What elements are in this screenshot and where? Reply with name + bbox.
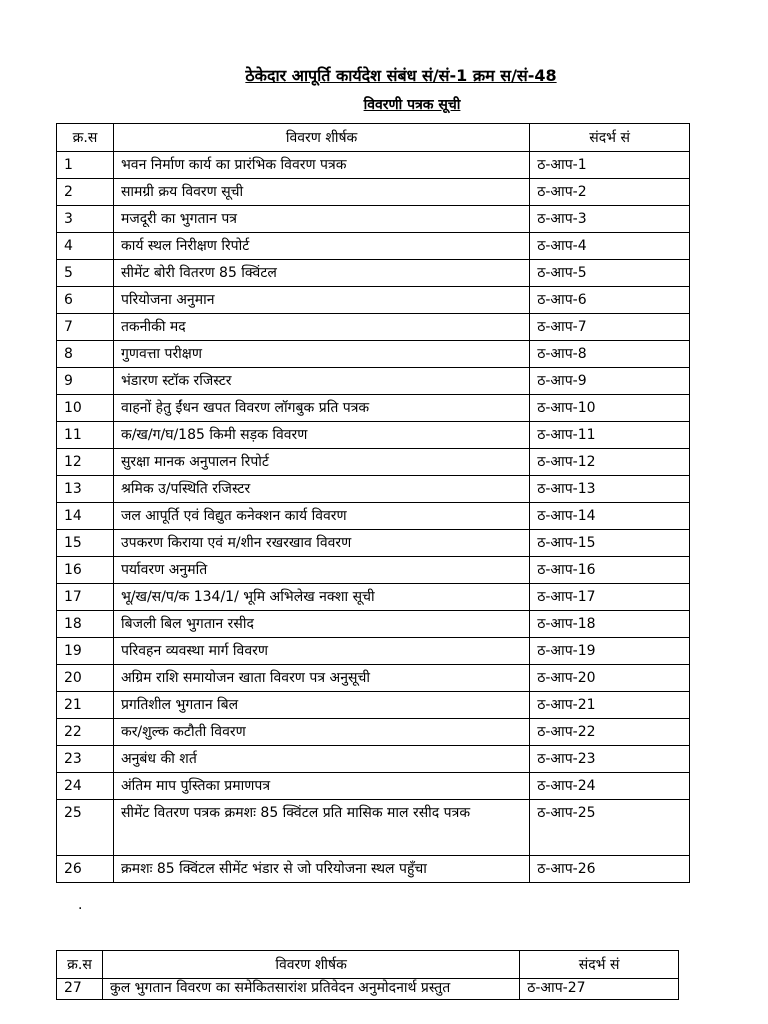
row-reference: ठ-आप-14 [530, 503, 690, 530]
row-description: तकनीकी मद [113, 314, 529, 341]
table-row [57, 692, 690, 719]
row-description: कार्य स्थल निरीक्षण रिपोर्ट [113, 233, 529, 260]
row-reference: ठ-आप-17 [530, 584, 690, 611]
header-description: विवरण शीर्षक [102, 951, 519, 979]
header-description: विवरण शीर्षक [113, 124, 529, 152]
row-description: बिजली बिल भुगतान रसीद [113, 611, 529, 638]
header-reference: संदर्भ सं [530, 124, 690, 152]
row-reference: ठ-आप-10 [530, 395, 690, 422]
row-serial: 18 [57, 611, 114, 638]
table-row [57, 746, 690, 773]
row-reference: ठ-आप-23 [530, 746, 690, 773]
row-description: सुरक्षा मानक अनुपालन रिपोर्ट [113, 449, 529, 476]
row-serial: 17 [57, 584, 114, 611]
row-serial: 2 [57, 179, 114, 206]
row-serial: 20 [57, 665, 114, 692]
table-row [57, 152, 690, 179]
document-subtitle: विवरणी पत्रक सूची [363, 97, 461, 113]
table-row [57, 449, 690, 476]
row-description: अनुबंध की शर्त [113, 746, 529, 773]
row-reference: ठ-आप-24 [530, 773, 690, 800]
row-serial: 15 [57, 530, 114, 557]
row-serial: 9 [57, 368, 114, 395]
row-description: अग्रिम राशि समायोजन खाता विवरण पत्र अनुसूची [113, 665, 529, 692]
row-serial: 13 [57, 476, 114, 503]
row-description: प्रगतिशील भुगतान बिल [113, 692, 529, 719]
table-row [57, 800, 690, 856]
row-reference: ठ-आप-5 [530, 260, 690, 287]
table-row [57, 233, 690, 260]
table-row [57, 503, 690, 530]
row-reference: ठ-आप-27 [520, 979, 679, 1000]
row-reference: ठ-आप-22 [530, 719, 690, 746]
row-reference: ठ-आप-26 [530, 856, 690, 883]
table-row [57, 856, 690, 883]
row-reference: ठ-आप-8 [530, 341, 690, 368]
row-description: परियोजना अनुमान [113, 287, 529, 314]
row-description: सीमेंट वितरण पत्रक क्रमशः 85 क्विंटल प्रति मासिक माल रसीद पत्रक [113, 800, 529, 856]
row-reference: ठ-आप-19 [530, 638, 690, 665]
row-serial: 8 [57, 341, 114, 368]
row-reference: ठ-आप-18 [530, 611, 690, 638]
row-reference: ठ-आप-9 [530, 368, 690, 395]
table-row [57, 368, 690, 395]
table-row [57, 341, 690, 368]
row-description: मजदूरी का भुगतान पत्र [113, 206, 529, 233]
row-reference: ठ-आप-1 [530, 152, 690, 179]
table-row [57, 530, 690, 557]
row-serial: 27 [57, 979, 103, 1000]
row-reference: ठ-आप-25 [530, 800, 690, 856]
table-row [57, 314, 690, 341]
row-serial: 22 [57, 719, 114, 746]
row-description: कर/शुल्क कटौती विवरण [113, 719, 529, 746]
row-reference: ठ-आप-6 [530, 287, 690, 314]
row-reference: ठ-आप-20 [530, 665, 690, 692]
table-row [57, 773, 690, 800]
table-row [57, 395, 690, 422]
row-reference: ठ-आप-21 [530, 692, 690, 719]
table-row [57, 638, 690, 665]
table-row [57, 557, 690, 584]
row-reference: ठ-आप-3 [530, 206, 690, 233]
row-description: श्रमिक उ/पस्थिति रजिस्टर [113, 476, 529, 503]
separator-dot: . [78, 897, 83, 913]
index-table [56, 123, 690, 883]
table-row [57, 287, 690, 314]
row-description: जल आपूर्ति एवं विद्युत कनेक्शन कार्य विवरण [113, 503, 529, 530]
row-description: पर्यावरण अनुमति [113, 557, 529, 584]
row-serial: 11 [57, 422, 114, 449]
table-row [57, 179, 690, 206]
row-serial: 16 [57, 557, 114, 584]
row-serial: 14 [57, 503, 114, 530]
row-description: सीमेंट बोरी वितरण 85 क्विंटल [113, 260, 529, 287]
table-row [57, 611, 690, 638]
header-serial: क्र.स [57, 124, 114, 152]
table-row [57, 260, 690, 287]
row-description: सामग्री क्रय विवरण सूची [113, 179, 529, 206]
row-reference: ठ-आप-16 [530, 557, 690, 584]
table-row [57, 979, 679, 1000]
row-reference: ठ-आप-11 [530, 422, 690, 449]
table-row [57, 206, 690, 233]
table-row [57, 665, 690, 692]
row-serial: 24 [57, 773, 114, 800]
row-description: वाहनों हेतु ईंधन खपत विवरण लॉगबुक प्रति पत्रक [113, 395, 529, 422]
table-row [57, 476, 690, 503]
row-serial: 4 [57, 233, 114, 260]
row-serial: 7 [57, 314, 114, 341]
row-serial: 12 [57, 449, 114, 476]
row-serial: 6 [57, 287, 114, 314]
row-reference: ठ-आप-2 [530, 179, 690, 206]
row-reference: ठ-आप-15 [530, 530, 690, 557]
table-row [57, 584, 690, 611]
table-header-row [57, 951, 679, 979]
row-description: उपकरण किराया एवं म/शीन रखरखाव विवरण [113, 530, 529, 557]
row-serial: 25 [57, 800, 114, 856]
row-description: अंतिम माप पुस्तिका प्रमाणपत्र [113, 773, 529, 800]
row-serial: 23 [57, 746, 114, 773]
row-reference: ठ-आप-13 [530, 476, 690, 503]
table-header-row [57, 124, 690, 152]
row-description: भू/ख/स/प/क 134/1/ भूमि अभिलेख नक्शा सूची [113, 584, 529, 611]
row-description: क/ख/ग/घ/185 किमी सड़क विवरण [113, 422, 529, 449]
row-reference: ठ-आप-12 [530, 449, 690, 476]
header-reference: संदर्भ सं [520, 951, 679, 979]
row-serial: 5 [57, 260, 114, 287]
continuation-table [56, 950, 679, 1000]
row-reference: ठ-आप-7 [530, 314, 690, 341]
row-description: परिवहन व्यवस्था मार्ग विवरण [113, 638, 529, 665]
document-title: ठेकेदार आपूर्ति कार्यदेश संबंध सं/सं-1 क्रम स/सं-48 [245, 66, 557, 85]
row-description: भंडारण स्टॉक रजिस्टर [113, 368, 529, 395]
row-description: गुणवत्ता परीक्षण [113, 341, 529, 368]
table-row [57, 422, 690, 449]
header-serial: क्र.स [57, 951, 103, 979]
row-serial: 1 [57, 152, 114, 179]
table-row [57, 719, 690, 746]
row-description: कुल भुगतान विवरण का समेकितसारांश प्रतिवेदन अनुमोदनार्थ प्रस्तुत [102, 979, 519, 1000]
row-reference: ठ-आप-4 [530, 233, 690, 260]
row-serial: 21 [57, 692, 114, 719]
row-serial: 19 [57, 638, 114, 665]
row-serial: 3 [57, 206, 114, 233]
row-description: भवन निर्माण कार्य का प्रारंभिक विवरण पत्रक [113, 152, 529, 179]
row-serial: 26 [57, 856, 114, 883]
row-description: क्रमशः 85 क्विंटल सीमेंट भंडार से जो परियोजना स्थल पहुँचा [113, 856, 529, 883]
row-serial: 10 [57, 395, 114, 422]
